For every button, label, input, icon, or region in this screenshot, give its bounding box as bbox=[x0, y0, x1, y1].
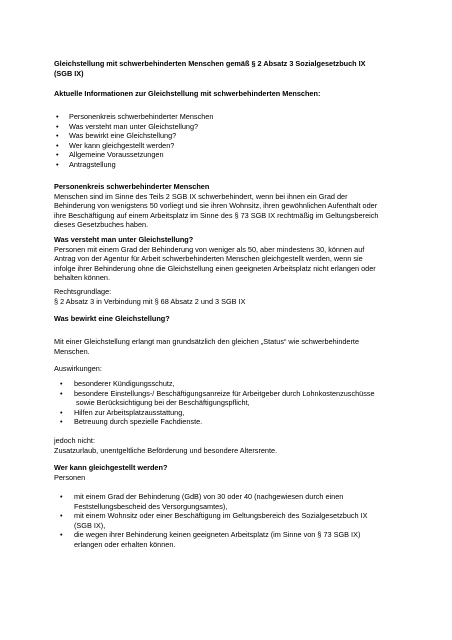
section-heading-personenkreis: Personenkreis schwerbehinderter Menschen bbox=[54, 182, 210, 191]
list-item: • mit einem Wohnsitz oder einer Beschäftigung im Geltungsbereich des Sozialgesetzbuch IX (SGB IX), bbox=[54, 511, 424, 530]
effects-label: Auswirkungen: bbox=[54, 364, 102, 373]
list-item: • Betreuung durch spezielle Fachdienste. bbox=[54, 417, 424, 427]
section-heading-gleichstellung: Was versteht man unter Gleichstellung? bbox=[54, 235, 194, 244]
section-heading-wirkung: Was bewirkt eine Gleichstellung? bbox=[54, 314, 170, 323]
legal-basis: Rechtsgrundlage: § 2 Absatz 3 in Verbindung mit § 68 Absatz 2 und 3 SGB IX bbox=[54, 287, 246, 306]
effects-list bbox=[54, 379, 424, 427]
list-item: • Was bewirkt eine Gleichstellung? bbox=[54, 131, 424, 141]
document-title: Gleichstellung mit schwerbehinderten Menschen gemäß § 2 Absatz 3 Sozialgesetzbuch IX (SGB IX) bbox=[54, 59, 366, 78]
list-item: • die wegen ihrer Behinderung keinen geeigneten Arbeitsplatz (im Sinne von § 73 SGB IX) erlangen oder erhalten können. bbox=[54, 530, 424, 549]
info-heading: Aktuelle Informationen zur Gleichstellung mit schwerbehinderten Menschen: bbox=[54, 89, 321, 98]
section-text-personenkreis: Menschen sind im Sinne des Teils 2 SGB IX schwerbehindert, wenn bei ihnen ein Grad der Behinderung von wenigstens 50 vorliegt und sie ihren Wohnsitz, ihren gewöhnlichen Aufenthalt oder ihre Beschäftigung auf einem Arbeitsplatz im Sinne des § 73 SGB IX rechtmäßig im Geltungsbereich dieses Gesetzbuches haben. bbox=[54, 191, 379, 230]
toc-list bbox=[54, 112, 424, 170]
section-heading-wer: Wer kann gleichgestellt werden? bbox=[54, 463, 168, 472]
list-item: • Allgemeine Voraussetzungen bbox=[54, 150, 424, 160]
list-item: • mit einem Grad der Behinderung (GdB) von 30 oder 40 (nachgewiesen durch einen Feststellungsbescheid des Versorgungsamtes), bbox=[54, 492, 424, 511]
list-item: • Antragstellung bbox=[54, 160, 424, 170]
section-intro-wer: Personen bbox=[54, 472, 86, 482]
not-included: jedoch nicht: Zusatzurlaub, unentgeltliche Beförderung und besondere Altersrente. bbox=[54, 436, 278, 455]
section-text-gleichstellung: Personen mit einem Grad der Behinderung von weniger als 50, aber mindestens 30, können auf Antrag von der Agentur für Arbeit schwerbehinderten Menschen gleichgestellt werden, wenn sie infolge ihrer Behinderung ohne die Gleichstellung einen geeigneten Arbeitsplatz nicht erlangen oder behalten können. bbox=[54, 244, 376, 283]
list-item: • Was versteht man unter Gleichstellung? bbox=[54, 122, 424, 132]
eligibility-list bbox=[54, 492, 424, 550]
list-item: • Personenkreis schwerbehinderter Menschen bbox=[54, 112, 424, 122]
list-item: • Wer kann gleichgestellt werden? bbox=[54, 141, 424, 151]
list-item: • Hilfen zur Arbeitsplatzausstattung, bbox=[54, 408, 424, 418]
list-item: • besondere Einstellungs-/ Beschäftigungsanreize für Arbeitgeber durch Lohnkostenzuschüsse sowie Berücksichtigung bei der Beschäftigungspflicht, bbox=[54, 389, 424, 408]
list-item: • besonderer Kündigungsschutz, bbox=[54, 379, 424, 389]
section-text-wirkung: Mit einer Gleichstellung erlangt man grundsätzlich den gleichen „Status“ wie schwerbehinderte Menschen. bbox=[54, 337, 360, 356]
